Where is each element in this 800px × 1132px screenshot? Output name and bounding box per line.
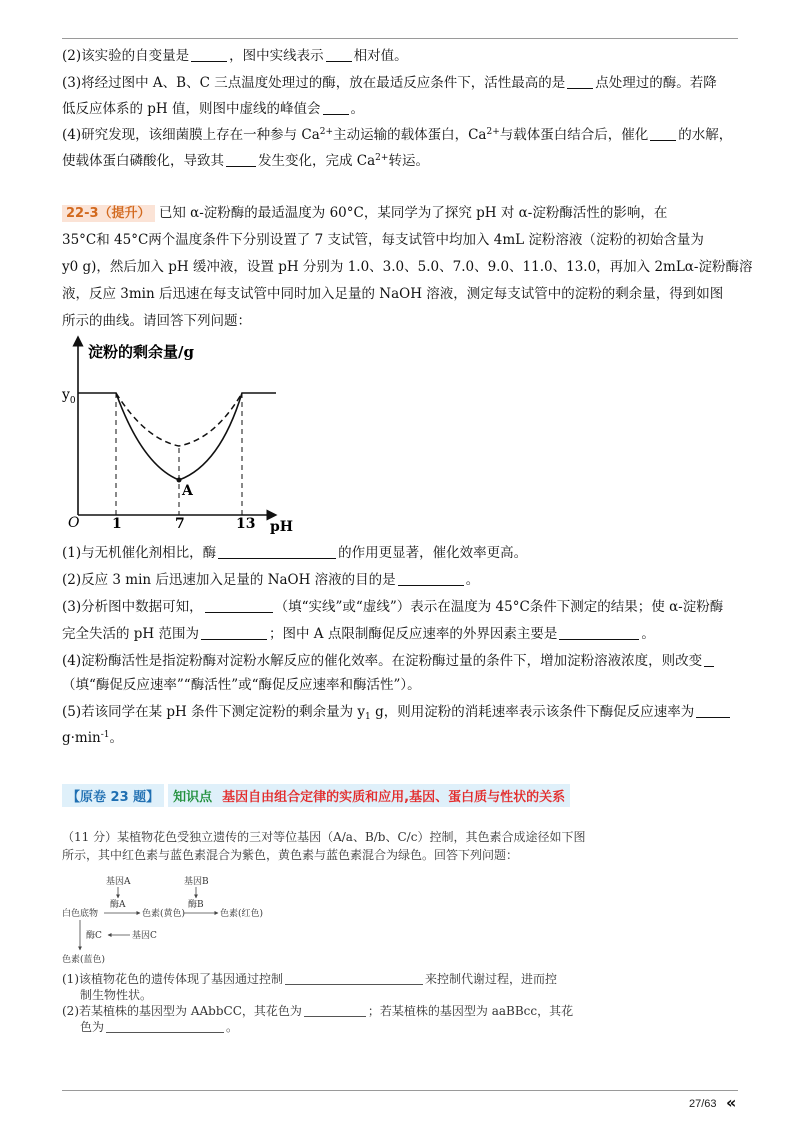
page-number: 27/63 — [689, 1098, 717, 1110]
answer-blank[interactable] — [323, 100, 349, 115]
q4-line-2: 使载体蛋白磷酸化，导致其 发生变化，完成 $Ca^{2+}$转运。 — [62, 153, 429, 169]
original-question-tag: 【原卷 23 题】 — [62, 784, 164, 807]
sub-q1: (1)与无机催化剂相比，酶 的作用更显著，催化效率更高。 — [62, 545, 528, 561]
header-rule — [62, 38, 738, 39]
enzyme-c-label: 酶C — [86, 931, 102, 941]
point-a-marker — [177, 478, 182, 483]
origin-label: O — [68, 515, 80, 531]
back-nav-icon[interactable]: « — [726, 1093, 737, 1112]
sub-q4-line-2: （填“酶促反应速率”“酶活性”或“酶促反应速率和酶活性”）。 — [62, 677, 421, 693]
starch-ph-chart — [60, 335, 310, 535]
enzyme-b-label: 酶B — [188, 900, 204, 910]
sub-q2: (2)反应 3 min 后迅速加入足量的 NaOH 溶液的目的是 。 — [62, 572, 480, 588]
original-sub1-line-2: 制生物性状。 — [80, 988, 153, 1002]
original-sub2-line-1: (2)若某植株的基因型为 AAbbCC，其花色为 ；若某植株的基因型为 aaBBcc，其花 — [62, 1004, 574, 1018]
enzyme-a-label: 酶A — [110, 900, 126, 910]
gene-a-label: 基因A — [106, 877, 131, 887]
answer-blank[interactable] — [285, 973, 423, 985]
problem-intro-line-1: 22-3（提升） 已知 α-淀粉酶的最适温度为 60°C，某同学为了探究 pH 对 α-淀粉酶活性的影响，在 — [62, 203, 667, 224]
answer-blank[interactable] — [326, 47, 352, 62]
solid-series-line — [78, 393, 276, 480]
q3-line-2: 低反应体系的 pH 值，则图中虚线的峰值会 。 — [62, 101, 364, 117]
red-pigment-label: 色素(红色) — [220, 909, 264, 919]
point-a-label: A — [182, 483, 193, 499]
sub-q4-line-1: (4)淀粉酶活性是指淀粉酶对淀粉水解反应的催化效率。在淀粉酶过量的条件下，增加淀粉溶液浓度，则改变 — [62, 651, 716, 671]
problem-intro-line-4: 液，反应 3min 后迅速在每支试管中同时加入足量的 NaOH 溶液，测定每支试管中的淀粉的剩余量，得到如图 — [62, 286, 724, 302]
sub-q3-line-2: 完全失活的 pH 范围为 ；图中 A 点限制酶促反应速率的外界因素主要是 。 — [62, 626, 655, 642]
original-sub1-line-1: (1)该植物花色的遗传体现了基因通过控制 来控制代谢过程，进而控 — [62, 972, 558, 986]
knowledge-point-label: 知识点 — [168, 784, 217, 807]
white-substrate-label: 白色底物 — [62, 909, 99, 919]
gene-b-label: 基因B — [184, 877, 209, 887]
sub-q5-line-1: (5)若该同学在某 pH 条件下测定淀粉的剩余量为 $y_1$ g，则用淀粉的消耗速率表示该条件下酶促反应速率为 — [62, 702, 732, 722]
y-axis-label: 淀粉的剩余量/g — [88, 343, 194, 361]
original-text-line-2: 所示，其中红色素与蓝色素混合为紫色，黄色素与蓝色素混合为绿色。回答下列问题： — [62, 848, 519, 862]
answer-blank[interactable] — [559, 625, 639, 640]
answer-blank[interactable] — [650, 126, 676, 141]
answer-blank[interactable] — [226, 152, 256, 167]
problem-intro-line-2: 35°C和 45°C两个温度条件下分别设置了 7 支试管，每支试管中均加入 4mL 淀粉溶液（淀粉的初始含量为 — [62, 232, 704, 248]
sub-q3-line-1: (3)分析图中数据可知， （填“实线”或“虚线”）表示在温度为 45°C条件下测定的结果；使 α-淀粉酶 — [62, 599, 724, 615]
q3-line-1: (3)将经过图中 A、B、C 三点温度处理过的酶，放在最适反应条件下，活性最高的是 点处理过的酶。若降 — [62, 75, 717, 91]
problem-intro-line-3: y0 g)，然后加入 pH 缓冲液，设置 pH 分别为 1.0、3.0、5.0、7.0、9.0、11.0、13.0，再加入 2mLα-淀粉酶溶 — [62, 259, 753, 275]
q2-line: (2)该实验的自变量是 ，图中实线表示 相对值。 — [62, 48, 408, 64]
answer-blank[interactable] — [567, 74, 593, 89]
answer-blank[interactable] — [218, 544, 336, 559]
answer-blank[interactable] — [106, 1021, 224, 1033]
answer-blank[interactable] — [191, 47, 227, 62]
blue-pigment-label: 色素(蓝色) — [62, 955, 106, 965]
x-tick-label: 13 — [236, 516, 256, 532]
answer-blank[interactable] — [696, 703, 730, 718]
knowledge-point-text: 基因自由组合定律的实质和应用,基因、蛋白质与性状的关系 — [217, 784, 570, 807]
sub-q5-line-2: $g\cdot\min^{-1}$。 — [62, 730, 124, 746]
answer-blank[interactable] — [304, 1005, 366, 1017]
x-axis-label: pH — [270, 519, 294, 535]
yellow-pigment-label: 色素(黄色) — [142, 909, 186, 919]
y-tick-label: $y_0$ — [62, 387, 76, 406]
q4-line-1: (4)研究发现，该细菌膜上存在一种参与 $Ca^{2+}$主动运输的载体蛋白，$Ca^{2+}$与载体蛋白结合后，催化 的水解， — [62, 127, 733, 143]
footer-rule — [62, 1090, 738, 1091]
gene-c-label: 基因C — [132, 931, 157, 941]
pigment-pathway-diagram — [60, 870, 300, 970]
answer-blank[interactable] — [704, 652, 714, 667]
answer-blank[interactable] — [398, 571, 464, 586]
original-text-line-1: （11 分）某植物花色受独立遗传的三对等位基因（A/a、B/b、C/c）控制，其色素合成途径如下图 — [62, 830, 586, 844]
x-tick-label: 1 — [112, 516, 122, 532]
answer-blank[interactable] — [201, 625, 267, 640]
problem-intro-line-5: 所示的曲线。请回答下列问题： — [62, 313, 251, 329]
original-question-tagbar — [62, 784, 570, 806]
original-sub2-line-2: 色为 。 — [80, 1020, 239, 1034]
problem-badge: 22-3（提升） — [62, 205, 155, 222]
x-tick-label: 7 — [175, 516, 185, 532]
answer-blank[interactable] — [205, 598, 273, 613]
